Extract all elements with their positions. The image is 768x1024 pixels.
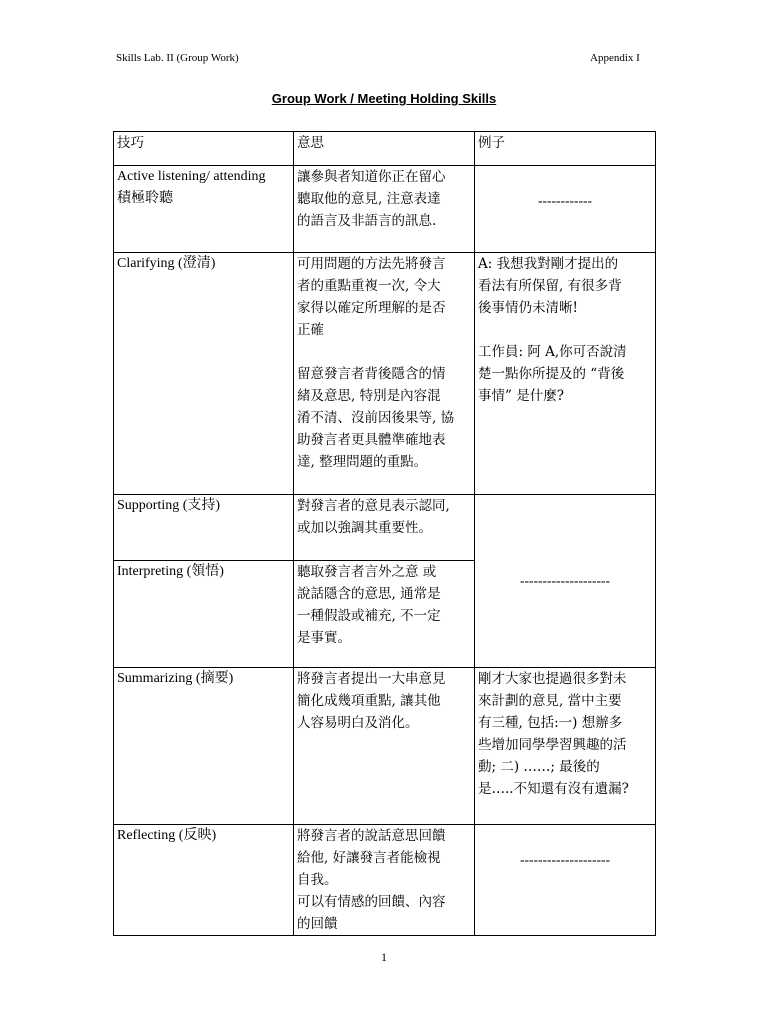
meaning-line: 對發言者的意見表示認同, [297,498,450,514]
page-number: 1 [381,950,387,964]
meaning-line: 留意發言者背後隱含的情 [297,366,446,382]
example-line: 工作員: 阿 A,你可否說清 [478,344,627,360]
skill-cell [114,561,294,668]
example-line: 有三種, 包括:一) 想辦多 [478,715,623,731]
example-line: 些增加同學學習興趣的活 [478,737,627,753]
column-header-skill: 技巧 [114,132,294,166]
meaning-cell [294,253,475,495]
skill-name-chinese: 積極聆聽 [117,191,173,206]
example-line: A: 我想我對剛才提出的 [478,256,619,272]
column-header-meaning: 意思 [294,132,475,166]
meaning-line: 的語言及非語言的訊息. [297,213,437,229]
skill-name: Reflecting (反映) [117,828,217,843]
skill-cell [114,166,294,253]
skill-name: Clarifying (澄清) [117,256,216,271]
meaning-line: 說話隱含的意思, 通常是 [297,586,441,602]
header-course-title: Skills Lab. II (Group Work) [116,52,239,64]
meaning-line: 助發言者更具體準確地表 [297,432,446,448]
skill-name: Interpreting (領悟) [117,564,224,579]
skills-table [113,131,656,936]
example-line: 事情” 是什麼? [478,388,564,404]
meaning-cell [294,561,475,668]
meaning-line: 將發言者提出一大串意見 [297,671,446,687]
meaning-line: 聽取發言者言外之意 或 [297,564,437,580]
meaning-line: 者的重點重複一次, 令大 [297,278,441,294]
example-line: 動; 二) ……; 最後的 [478,759,600,775]
example-line: 楚一點你所提及的 “背後 [478,366,625,382]
meaning-line: 讓參與者知道你正在留心 [297,169,446,185]
skill-cell [114,825,294,936]
meaning-line: 家得以確定所理解的是否 [297,300,446,316]
meaning-line: 可以有情感的回饋、內容 [297,894,446,910]
meaning-line: 正確 [297,322,324,338]
example-line: 是…..不知還有沒有遺漏? [478,781,629,797]
skill-name: Active listening/ attending [117,169,266,184]
meaning-cell [294,825,475,936]
meaning-line: 可用問題的方法先將發言 [297,256,446,272]
header-appendix-label: Appendix I [590,52,640,64]
table-row [114,825,656,936]
meaning-cell [294,668,475,825]
meaning-line: 將發言者的說話意思回饋 [297,828,446,844]
meaning-line: 人容易明白及消化。 [297,715,419,731]
skill-name: Supporting (支持) [117,498,221,513]
paragraph-gap [297,341,471,363]
meaning-cell [294,495,475,561]
meaning-line: 自我。 [297,872,338,888]
example-cell [475,253,656,495]
example-line: 後事情仍未清晰! [478,300,578,316]
meaning-line: 一種假設或補充, 不一定 [297,608,441,624]
meaning-line: 或加以強調其重要性。 [297,520,432,536]
meaning-line: 達, 整理問題的重點。 [297,454,428,470]
meaning-line: 緒及意思, 特別是內容混 [297,388,441,404]
skill-cell [114,495,294,561]
meaning-line: 聽取他的意見, 注意表達 [297,191,441,207]
example-placeholder-dashes: -------------------- [475,825,656,936]
table-row [114,495,656,561]
example-line: 剛才大家也提過很多對未 [478,671,627,687]
meaning-line: 淆不清、沒前因後果等, 協 [297,410,455,426]
meaning-line: 簡化成幾項重點, 讓其他 [297,693,441,709]
meaning-cell [294,166,475,253]
meaning-line: 給他, 好讓發言者能檢視 [297,850,441,866]
example-line: 來計劃的意見, 當中主要 [478,693,622,709]
example-line: 看法有所保留, 有很多背 [478,278,622,294]
table-row [114,253,656,495]
example-placeholder-dashes: -------------------- [475,495,656,668]
skill-cell [114,253,294,495]
table-header-row [114,132,656,166]
table-row [114,166,656,253]
column-header-example: 例子 [475,132,656,166]
table-row [114,668,656,825]
example-cell [475,668,656,825]
meaning-line: 的回饋 [297,916,338,932]
example-placeholder-dashes: ------------ [475,166,656,253]
skill-name: Summarizing (摘要) [117,671,234,686]
document-title: Group Work / Meeting Holding Skills [271,91,497,106]
paragraph-gap [478,319,652,341]
meaning-line: 是事實。 [297,630,351,646]
skill-cell [114,668,294,825]
